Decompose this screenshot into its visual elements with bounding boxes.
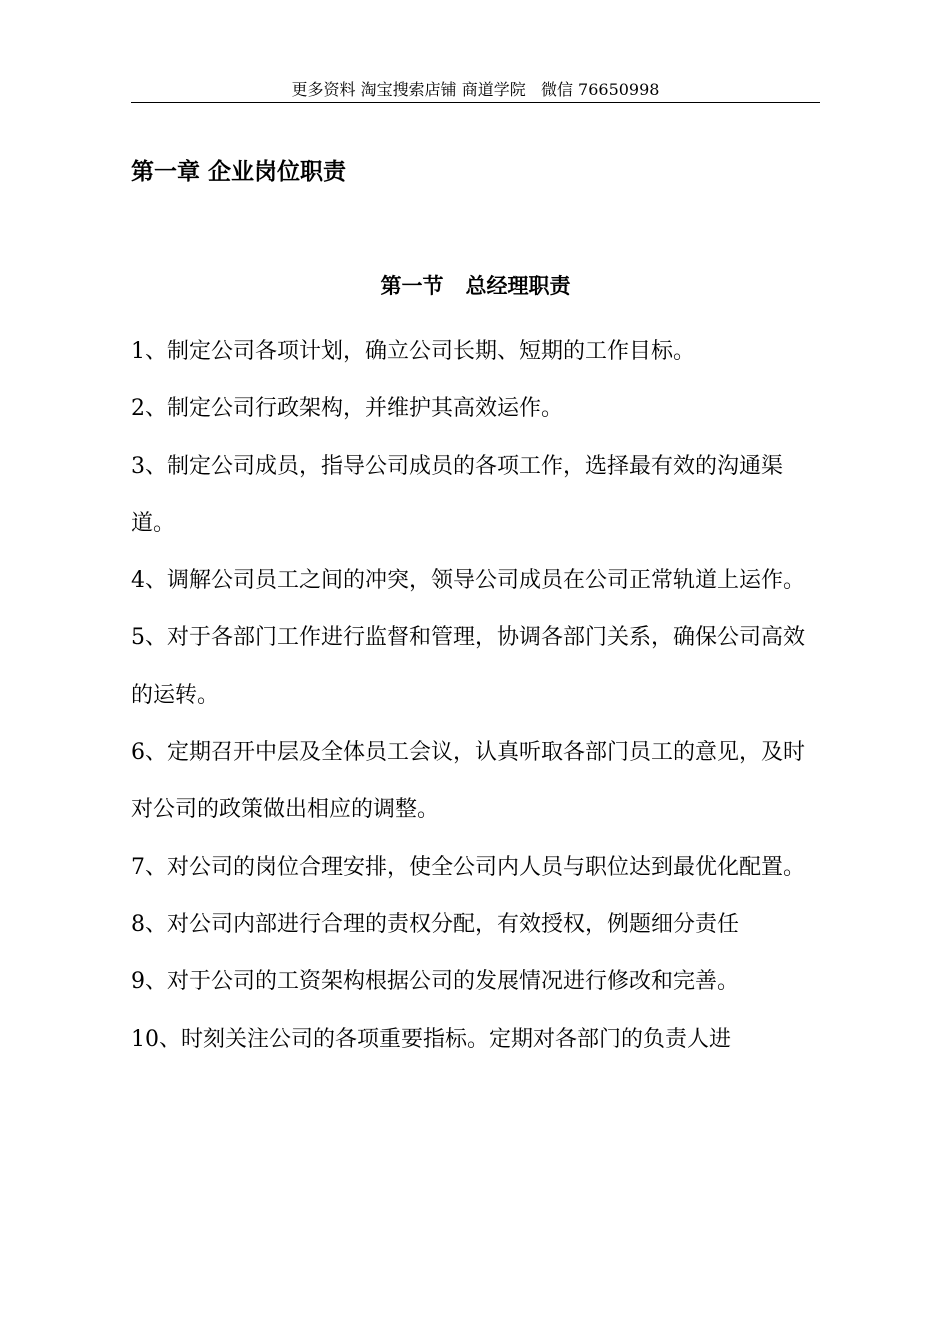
duty-item: 3、制定公司成员，指导公司成员的各项工作，选择最有效的沟通渠道。 [131,453,783,536]
duty-item: 9、对于公司的工资架构根据公司的发展情况进行修改和完善。 [131,969,739,995]
section-title: 第一节 总经理职责 [380,273,571,298]
chapter-title: 第一章 企业岗位职责 [131,158,347,185]
duty-item: 10、时刻关注公司的各项重要指标。定期对各部门的负责人进 [131,1026,731,1052]
duty-item: 6、定期召开中层及全体员工会议，认真听取各部门员工的意见，及时对公司的政策做出相应的调整。 [131,740,805,823]
duty-item: 2、制定公司行政架构，并维护其高效运作。 [131,396,563,422]
duty-item: 8、对公司内部进行合理的责权分配，有效授权，例题细分责任 [131,911,739,937]
duty-item: 7、对公司的岗位合理安排，使全公司内人员与职位达到最优化配置。 [131,854,805,880]
page-header: 更多资料 淘宝搜索店铺 商道学院 微信 76650998 [291,80,660,99]
duty-item: 4、调解公司员工之间的冲突，领导公司成员在公司正常轨道上运作。 [131,568,805,594]
duty-item: 5、对于各部门工作进行监督和管理，协调各部门关系，确保公司高效的运转。 [131,625,805,708]
header-divider [131,102,820,103]
duty-item: 1、制定公司各项计划，确立公司长期、短期的工作目标。 [131,339,695,364]
duty-list [131,323,823,1068]
